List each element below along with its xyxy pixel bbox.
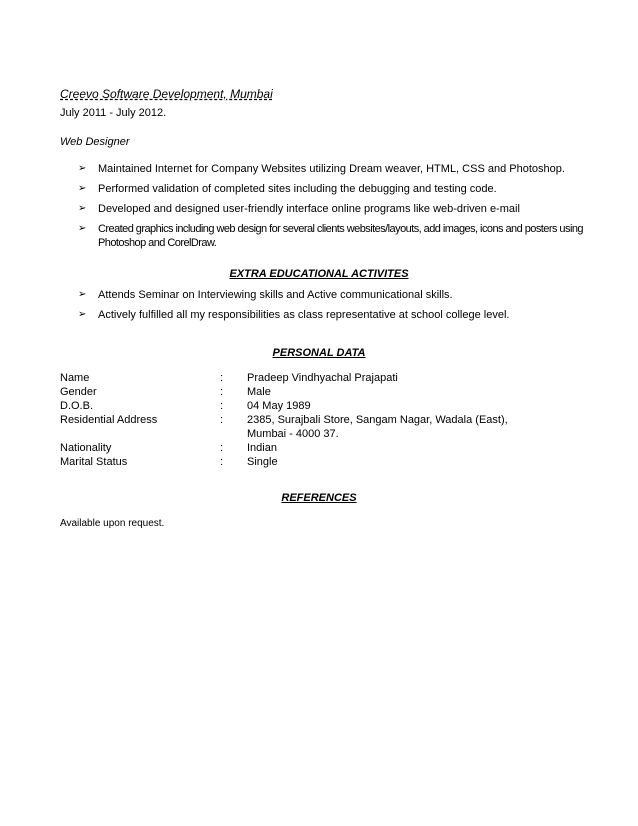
table-row [60, 371, 547, 385]
list-item [78, 288, 598, 303]
bullet-text: Attends Seminar on Interviewing skills and Active communicational skills. [98, 289, 453, 301]
field-value [247, 413, 547, 441]
address-line-2: Mumbai - 4000 37. [247, 428, 339, 440]
list-item [78, 182, 598, 197]
field-separator: : [220, 372, 224, 384]
field-label: Name [60, 372, 90, 384]
employment-dates: July 2011 - July 2012. [60, 107, 167, 119]
bullet-text: Performed validation of completed sites including the debugging and testing code. [98, 182, 497, 195]
field-value: 04 May 1989 [247, 400, 311, 412]
list-item [78, 162, 598, 177]
table-row [60, 441, 547, 455]
job-title: Web Designer [60, 136, 130, 148]
field-label: Nationality [60, 442, 112, 454]
field-separator: : [220, 414, 224, 426]
field-separator: : [220, 456, 224, 468]
table-row [60, 455, 547, 469]
bullet-text: Maintained Internet for Company Websites utilizing Dream weaver, HTML, CSS and Photoshop. [98, 163, 565, 175]
field-label: D.O.B. [60, 400, 94, 412]
list-item [78, 222, 598, 252]
references-text: Available upon request. [60, 518, 165, 529]
extra-activities-list [78, 288, 598, 328]
field-value: Pradeep Vindhyachal Prajapati [247, 372, 398, 384]
extra-activities-heading: EXTRA EDUCATIONAL ACTIVITES [229, 268, 409, 280]
personal-data-table [60, 371, 547, 469]
address-line-1: 2385, Surajbali Store, Sangam Nagar, Wadala (East), [247, 414, 508, 426]
table-row [60, 385, 547, 399]
arrow-bullet-icon: ➢ [78, 202, 87, 214]
field-separator: : [220, 400, 224, 412]
arrow-bullet-icon: ➢ [78, 308, 87, 320]
field-value: Indian [247, 442, 277, 454]
bullet-text: Developed and designed user-friendly interface online programs like web-driven e-mail [98, 202, 520, 215]
arrow-bullet-icon: ➢ [78, 289, 87, 300]
bullet-text: Actively fulfilled all my responsibilities as class representative at school college level. [98, 308, 510, 321]
bullet-text: Created graphics including web design for several clients websites/layouts, add images, icons and posters using Photoshop and CorelDraw. [98, 222, 583, 250]
references-heading: REFERENCES [281, 492, 357, 504]
field-value: Single [247, 456, 278, 468]
arrow-bullet-icon: ➢ [78, 182, 87, 194]
field-separator: : [220, 442, 224, 454]
list-item [78, 202, 598, 217]
table-row [60, 399, 547, 413]
field-label: Gender [60, 386, 97, 398]
arrow-bullet-icon: ➢ [78, 222, 87, 234]
arrow-bullet-icon: ➢ [78, 163, 87, 174]
list-item [78, 308, 598, 323]
field-label: Marital Status [60, 456, 128, 468]
field-value: Male [247, 386, 271, 398]
field-separator: : [220, 386, 224, 398]
personal-data-heading: PERSONAL DATA [272, 347, 366, 359]
field-label: Residential Address [60, 414, 158, 426]
table-row [60, 413, 547, 441]
experience-bullet-list [78, 162, 598, 256]
company-name: Creevo Software Development, Mumbai [60, 87, 273, 101]
